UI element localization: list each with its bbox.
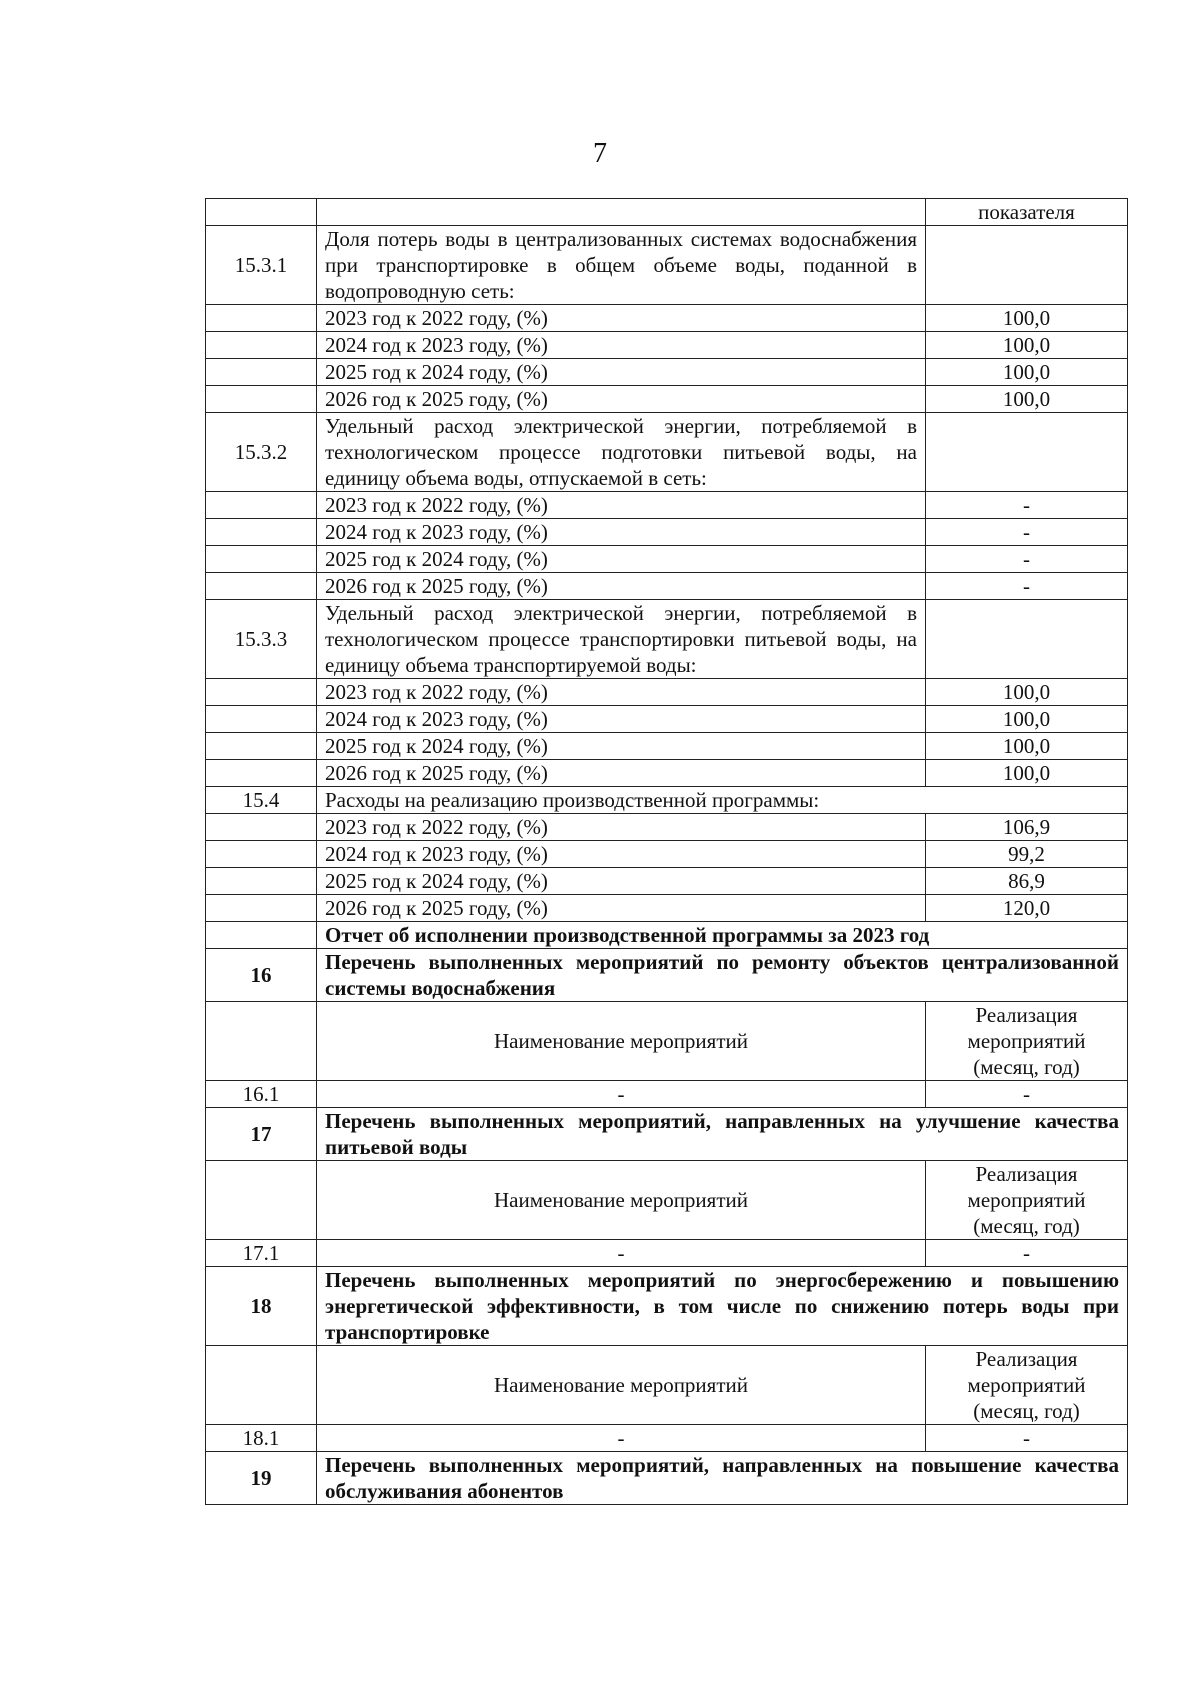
table-row (206, 949, 1128, 1002)
indicator-description: Удельный расход электрической энергии, потребляемой в технологическом процессе транспортировки питьевой воды, на единицу объема транспортируемой воды: (317, 600, 926, 679)
table-row (206, 706, 1128, 733)
section-number: 17 (206, 1108, 317, 1161)
table-row (206, 305, 1128, 332)
period-label: 2026 год к 2025 году, (%) (317, 386, 926, 413)
row-number: 18.1 (206, 1425, 317, 1452)
table-row (206, 359, 1128, 386)
indicators-table (205, 198, 1128, 1505)
indicator-value: 100,0 (926, 332, 1128, 359)
section-title: Перечень выполненных мероприятий, направленных на улучшение качества питьевой воды (317, 1108, 1128, 1161)
period-label: 2026 год к 2025 году, (%) (317, 573, 926, 600)
table-row (206, 1346, 1128, 1425)
table-row (206, 199, 1128, 226)
period-label: 2023 год к 2022 году, (%) (317, 679, 926, 706)
column-header-indicator: показателя (926, 199, 1128, 226)
period-label: 2024 год к 2023 году, (%) (317, 519, 926, 546)
table-row (206, 573, 1128, 600)
table-row (206, 868, 1128, 895)
row-number: 15.4 (206, 787, 317, 814)
section-number: 19 (206, 1452, 317, 1505)
row-number: 15.3.2 (206, 413, 317, 492)
period-label: 2026 год к 2025 году, (%) (317, 760, 926, 787)
table-row (206, 895, 1128, 922)
table-row (206, 386, 1128, 413)
indicator-value: 100,0 (926, 359, 1128, 386)
period-label: 2025 год к 2024 году, (%) (317, 359, 926, 386)
table-row (206, 814, 1128, 841)
indicator-value: 100,0 (926, 386, 1128, 413)
row-number: 15.3.1 (206, 226, 317, 305)
indicator-value: 120,0 (926, 895, 1128, 922)
section-title: Перечень выполненных мероприятий по ремонту объектов централизованной системы водоснабжения (317, 949, 1128, 1002)
column-header-activity-name: Наименование мероприятий (317, 1346, 926, 1425)
table-row (206, 332, 1128, 359)
table-cell (206, 199, 317, 226)
table-cell (926, 226, 1128, 305)
period-label: 2024 год к 2023 году, (%) (317, 706, 926, 733)
period-label: 2023 год к 2022 году, (%) (317, 814, 926, 841)
table-row (206, 1452, 1128, 1505)
column-header-activity-name: Наименование мероприятий (317, 1161, 926, 1240)
column-header-implementation: Реализация мероприятий (месяц, год) (926, 1002, 1128, 1081)
indicator-value: 100,0 (926, 679, 1128, 706)
table-row (206, 1081, 1128, 1108)
table-row (206, 1425, 1128, 1452)
table-row (206, 733, 1128, 760)
table-row (206, 1002, 1128, 1081)
activity-name: - (317, 1081, 926, 1108)
section-title: Перечень выполненных мероприятий по энергосбережению и повышению энергетической эффективности, в том числе по снижению потерь воды при транспортировке (317, 1267, 1128, 1346)
indicator-value: - (926, 546, 1128, 573)
activity-implementation: - (926, 1240, 1128, 1267)
page-number: 7 (593, 138, 607, 169)
activity-name: - (317, 1425, 926, 1452)
period-label: 2025 год к 2024 году, (%) (317, 733, 926, 760)
indicator-value: 86,9 (926, 868, 1128, 895)
table-row (206, 1108, 1128, 1161)
indicator-description: Удельный расход электрической энергии, потребляемой в технологическом процессе подготовки питьевой воды, на единицу объема воды, отпускаемой в сеть: (317, 413, 926, 492)
table-row (206, 922, 1128, 949)
activity-implementation: - (926, 1081, 1128, 1108)
table-row (206, 787, 1128, 814)
period-label: 2025 год к 2024 году, (%) (317, 546, 926, 573)
table-cell (317, 199, 926, 226)
table-row (206, 413, 1128, 492)
period-label: 2024 год к 2023 году, (%) (317, 841, 926, 868)
indicator-value: 99,2 (926, 841, 1128, 868)
period-label: 2023 год к 2022 году, (%) (317, 305, 926, 332)
table-cell (926, 413, 1128, 492)
indicator-value: 100,0 (926, 706, 1128, 733)
indicator-value: 106,9 (926, 814, 1128, 841)
row-number: 15.3.3 (206, 600, 317, 679)
row-number: 17.1 (206, 1240, 317, 1267)
section-number: 18 (206, 1267, 317, 1346)
table-row (206, 226, 1128, 305)
period-label: 2026 год к 2025 году, (%) (317, 895, 926, 922)
table-row (206, 519, 1128, 546)
row-number: 16.1 (206, 1081, 317, 1108)
table-row (206, 679, 1128, 706)
table-row (206, 546, 1128, 573)
period-label: 2023 год к 2022 году, (%) (317, 492, 926, 519)
section-title: Перечень выполненных мероприятий, направленных на повышение качества обслуживания абонентов (317, 1452, 1128, 1505)
indicator-value: - (926, 519, 1128, 546)
table-row (206, 1267, 1128, 1346)
column-header-implementation: Реализация мероприятий (месяц, год) (926, 1346, 1128, 1425)
indicator-description: Расходы на реализацию производственной программы: (317, 787, 1128, 814)
activity-implementation: - (926, 1425, 1128, 1452)
table-row (206, 1240, 1128, 1267)
indicator-description: Доля потерь воды в централизованных системах водоснабжения при транспортировке в общем объеме воды, поданной в водопроводную сеть: (317, 226, 926, 305)
indicator-value: 100,0 (926, 760, 1128, 787)
indicator-value: - (926, 573, 1128, 600)
period-label: 2024 год к 2023 году, (%) (317, 332, 926, 359)
table-row (206, 600, 1128, 679)
indicator-value: 100,0 (926, 733, 1128, 760)
table-row (206, 760, 1128, 787)
section-number: 16 (206, 949, 317, 1002)
indicator-value: - (926, 492, 1128, 519)
table-row (206, 841, 1128, 868)
column-header-activity-name: Наименование мероприятий (317, 1002, 926, 1081)
table-row (206, 1161, 1128, 1240)
period-label: 2025 год к 2024 году, (%) (317, 868, 926, 895)
column-header-implementation: Реализация мероприятий (месяц, год) (926, 1161, 1128, 1240)
table-row (206, 492, 1128, 519)
report-title: Отчет об исполнении производственной программы за 2023 год (317, 922, 1128, 949)
table-cell (926, 600, 1128, 679)
activity-name: - (317, 1240, 926, 1267)
indicator-value: 100,0 (926, 305, 1128, 332)
